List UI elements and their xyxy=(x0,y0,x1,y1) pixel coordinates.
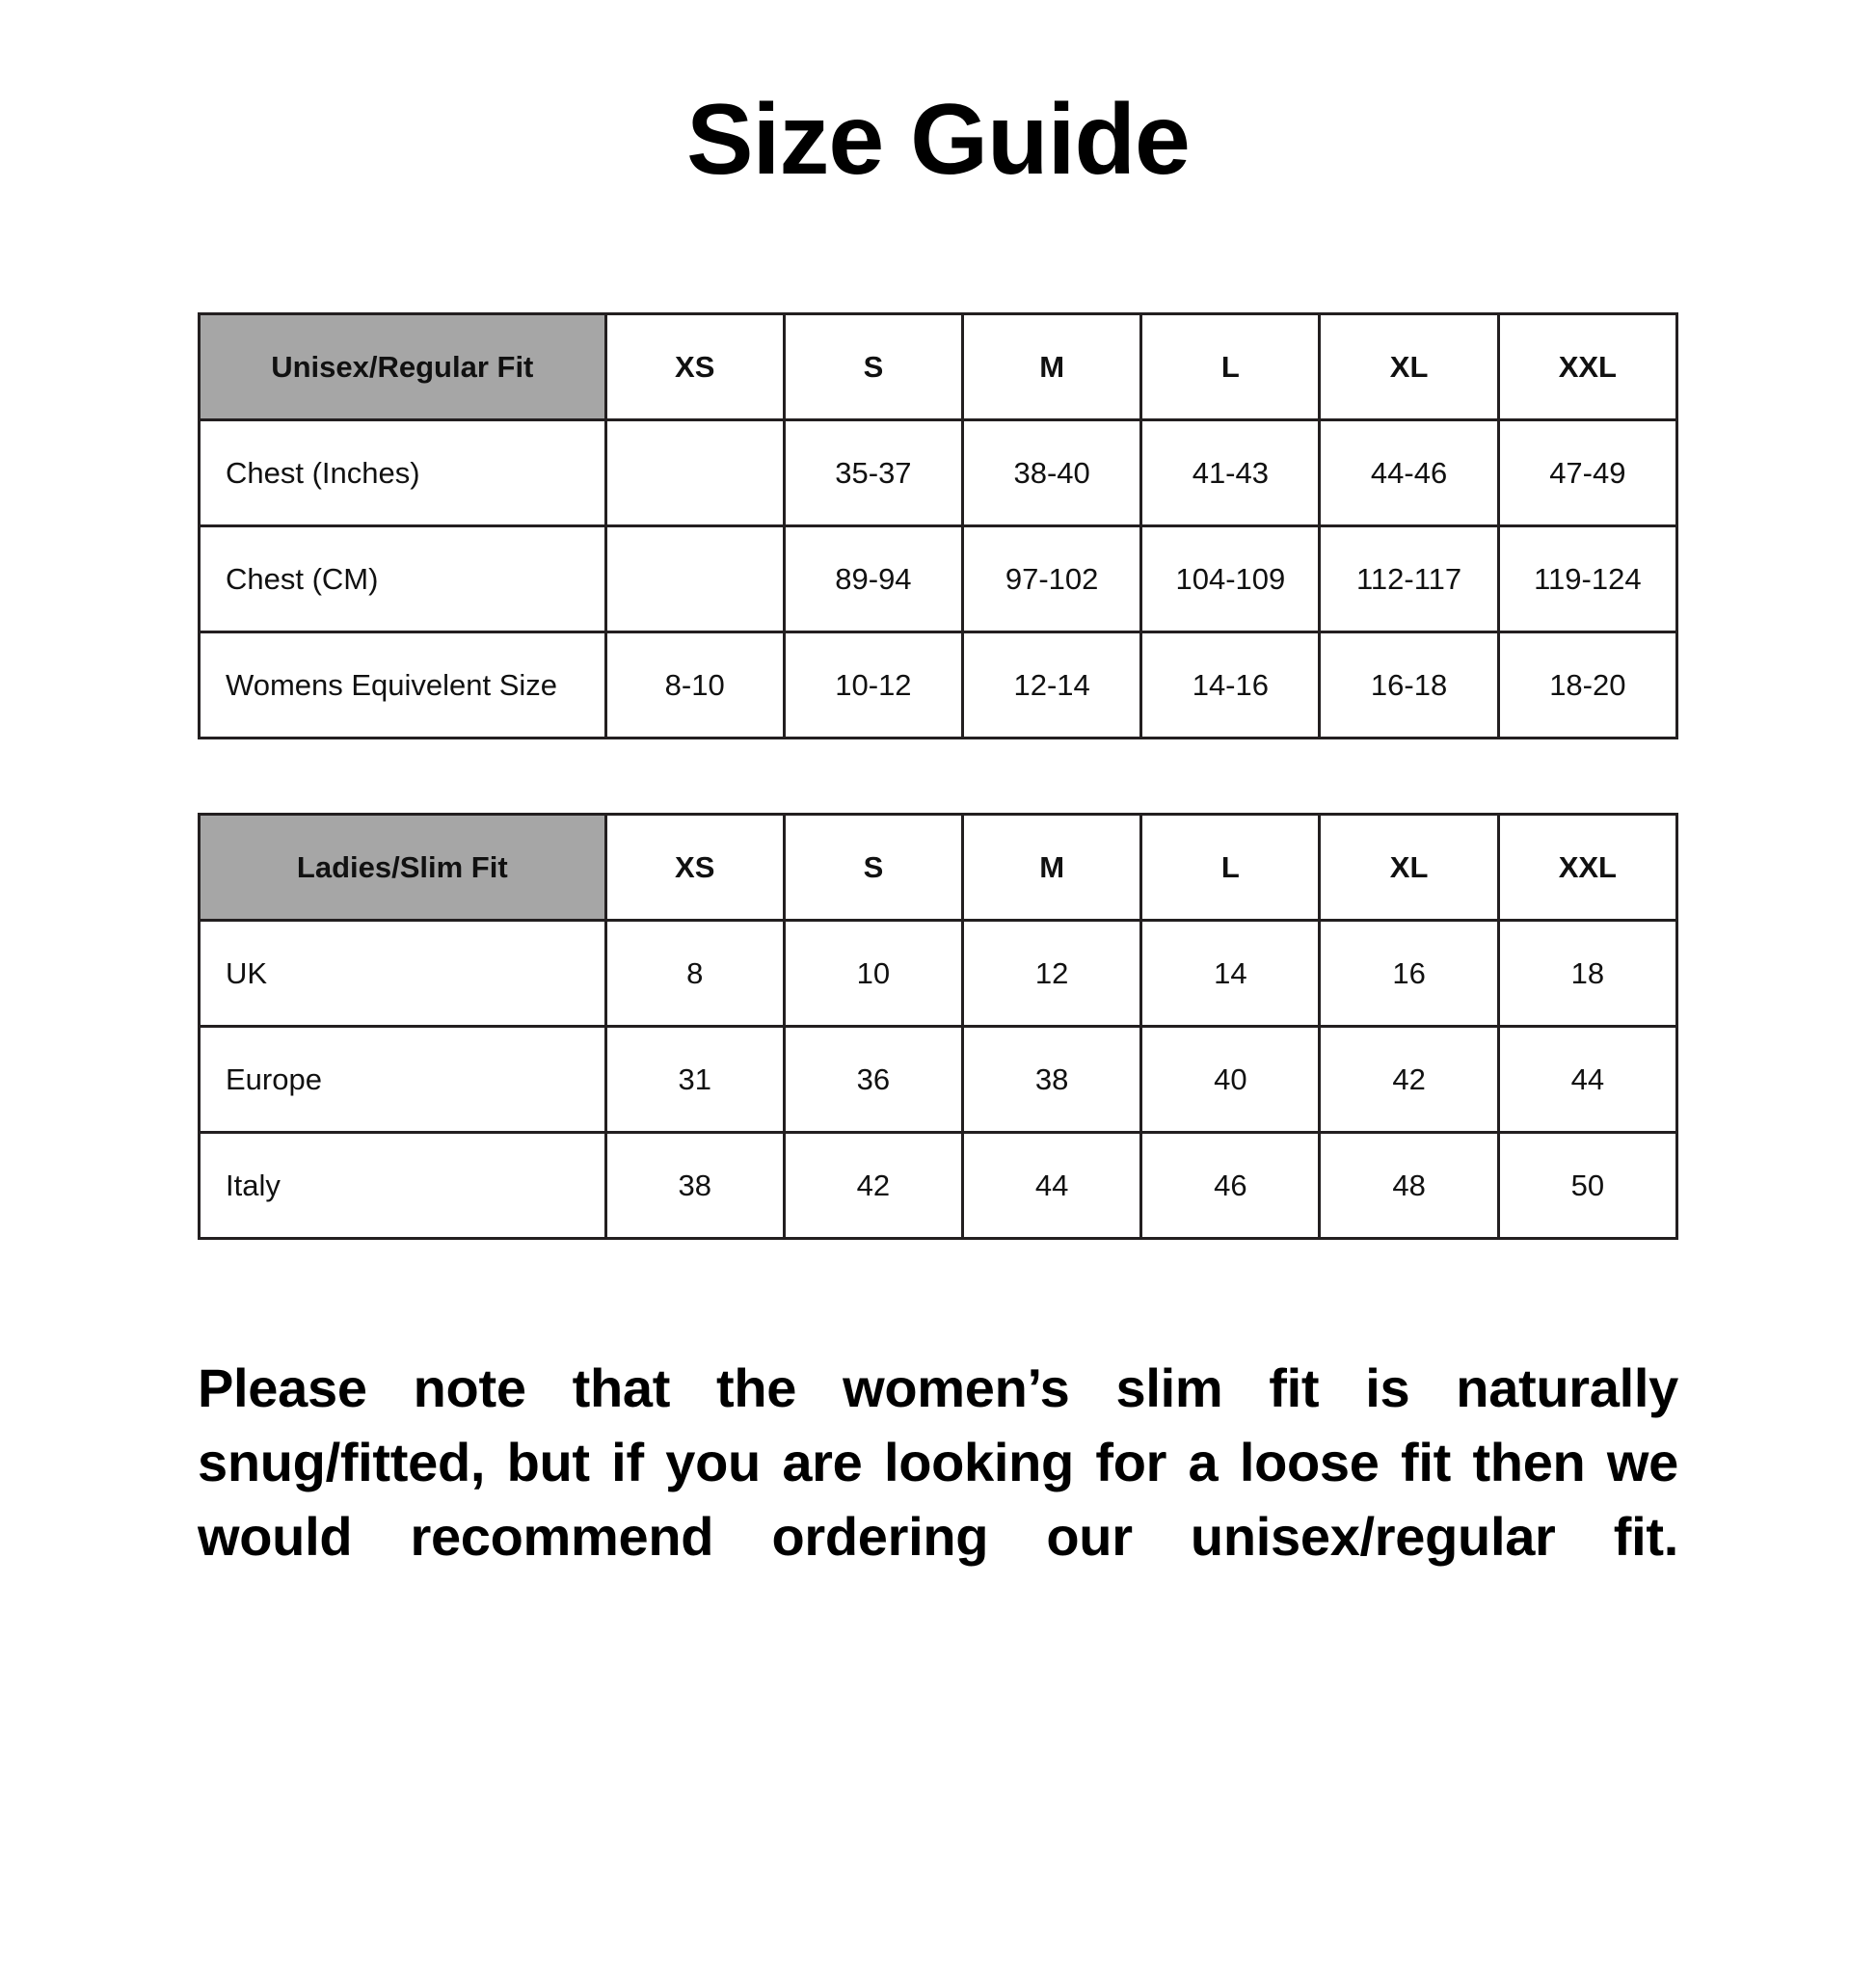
table-row xyxy=(200,1027,1677,1133)
cell-womens-equiv-xxl: 18-20 xyxy=(1498,632,1676,739)
cell-italy-s: 42 xyxy=(784,1133,962,1239)
row-label-chest-cm: Chest (CM) xyxy=(200,526,606,632)
unisex-column-xxl: XXL xyxy=(1498,314,1676,420)
cell-womens-equiv-xl: 16-18 xyxy=(1320,632,1498,739)
cell-europe-s: 36 xyxy=(784,1027,962,1133)
ladies-column-l: L xyxy=(1141,815,1320,921)
table-row xyxy=(200,1133,1677,1239)
cell-europe-l: 40 xyxy=(1141,1027,1320,1133)
unisex-column-m: M xyxy=(963,314,1141,420)
cell-uk-xs: 8 xyxy=(605,921,784,1027)
cell-uk-xxl: 18 xyxy=(1498,921,1676,1027)
cell-uk-s: 10 xyxy=(784,921,962,1027)
cell-uk-m: 12 xyxy=(963,921,1141,1027)
cell-chest-cm-l: 104-109 xyxy=(1141,526,1320,632)
ladies-column-s: S xyxy=(784,815,962,921)
table-header-row xyxy=(200,314,1677,420)
cell-europe-xxl: 44 xyxy=(1498,1027,1676,1133)
table-row xyxy=(200,420,1677,526)
unisex-column-l: L xyxy=(1141,314,1320,420)
cell-chest-cm-m: 97-102 xyxy=(963,526,1141,632)
row-label-chest-inches: Chest (Inches) xyxy=(200,420,606,526)
ladies-column-m: M xyxy=(963,815,1141,921)
cell-chest-inches-m: 38-40 xyxy=(963,420,1141,526)
table-row xyxy=(200,921,1677,1027)
unisex-column-xs: XS xyxy=(605,314,784,420)
cell-chest-inches-s: 35-37 xyxy=(784,420,962,526)
fit-note: Please note that the women’s slim fit is naturally snug/fitted, but if you are looking for a loose fit then we would recommend ordering our unisex/regular fit. xyxy=(198,1357,1678,1567)
unisex-table-corner-label: Unisex/Regular Fit xyxy=(200,314,606,420)
ladies-column-xs: XS xyxy=(605,815,784,921)
cell-chest-cm-s: 89-94 xyxy=(784,526,962,632)
unisex-column-xl: XL xyxy=(1320,314,1498,420)
cell-chest-cm-xs xyxy=(605,526,784,632)
cell-chest-inches-l: 41-43 xyxy=(1141,420,1320,526)
table-header-row xyxy=(200,815,1677,921)
cell-europe-m: 38 xyxy=(963,1027,1141,1133)
cell-womens-equiv-m: 12-14 xyxy=(963,632,1141,739)
ladies-column-xl: XL xyxy=(1320,815,1498,921)
page-title: Size Guide xyxy=(686,84,1190,196)
cell-chest-inches-xxl: 47-49 xyxy=(1498,420,1676,526)
row-label-womens-equivalent-size: Womens Equivelent Size xyxy=(200,632,606,739)
unisex-column-s: S xyxy=(784,314,962,420)
unisex-regular-fit-table xyxy=(198,312,1678,739)
cell-uk-xl: 16 xyxy=(1320,921,1498,1027)
size-guide-page xyxy=(0,85,1876,1961)
row-label-italy: Italy xyxy=(200,1133,606,1239)
cell-italy-xxl: 50 xyxy=(1498,1133,1676,1239)
table-spacer xyxy=(198,739,1678,813)
cell-italy-l: 46 xyxy=(1141,1133,1320,1239)
cell-chest-inches-xl: 44-46 xyxy=(1320,420,1498,526)
cell-womens-equiv-s: 10-12 xyxy=(784,632,962,739)
cell-womens-equiv-xs: 8-10 xyxy=(605,632,784,739)
cell-womens-equiv-l: 14-16 xyxy=(1141,632,1320,739)
cell-italy-xl: 48 xyxy=(1320,1133,1498,1239)
cell-chest-cm-xl: 112-117 xyxy=(1320,526,1498,632)
row-label-uk: UK xyxy=(200,921,606,1027)
ladies-slim-fit-table xyxy=(198,813,1678,1240)
cell-europe-xl: 42 xyxy=(1320,1027,1498,1133)
cell-italy-xs: 38 xyxy=(605,1133,784,1239)
cell-uk-l: 14 xyxy=(1141,921,1320,1027)
size-tables-container xyxy=(0,312,1876,1240)
ladies-table-corner-label: Ladies/Slim Fit xyxy=(200,815,606,921)
cell-europe-xs: 31 xyxy=(605,1027,784,1133)
cell-italy-m: 44 xyxy=(963,1133,1141,1239)
table-row xyxy=(200,632,1677,739)
cell-chest-inches-xs xyxy=(605,420,784,526)
row-label-europe: Europe xyxy=(200,1027,606,1133)
table-row xyxy=(200,526,1677,632)
cell-chest-cm-xxl: 119-124 xyxy=(1498,526,1676,632)
ladies-column-xxl: XXL xyxy=(1498,815,1676,921)
